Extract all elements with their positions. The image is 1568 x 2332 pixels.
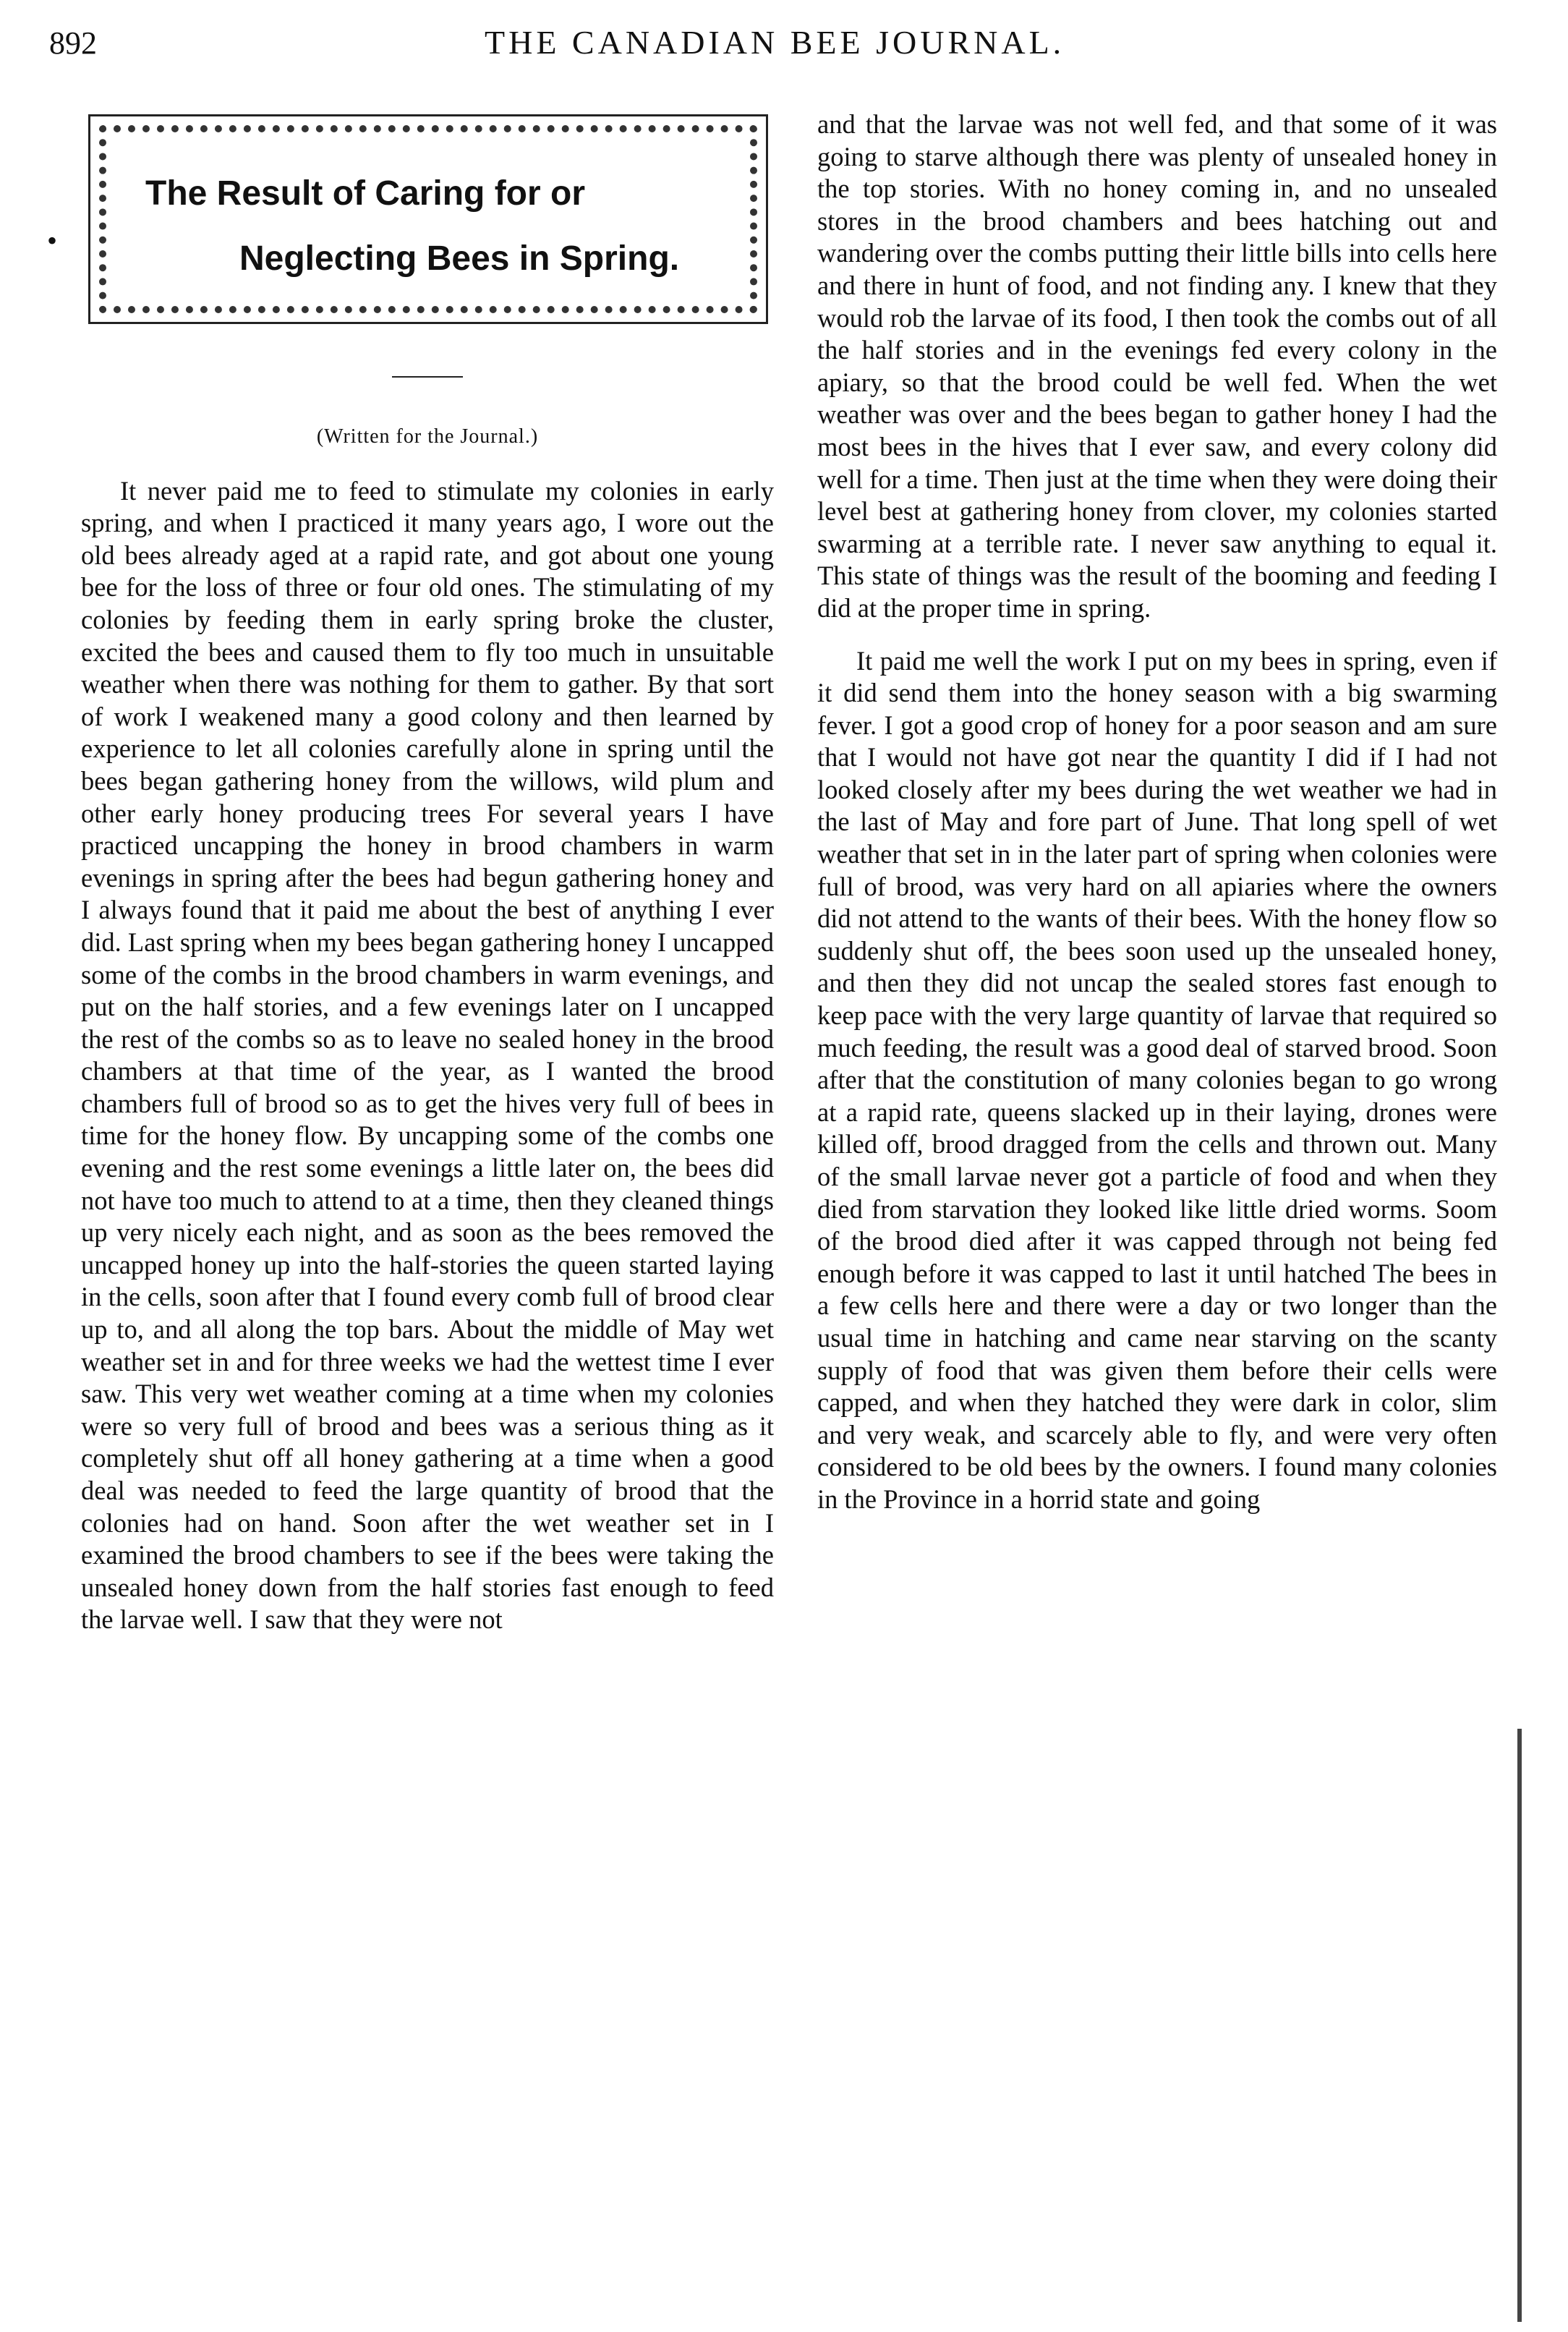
ornament-border [99,125,757,313]
left-column-paragraph: It never paid me to feed to stimulate my colonies in early spring, and when I practiced it many years ago, I wore out the old bees already aged at a rapid rate, and got about one young bee for the loss of three or four old ones. The stimulating of my colonies by feeding them in early spring broke the cluster, excited the bees and caused them to fly too much in unsuitable weather when there was nothing for them to gather. By that sort of work I weakened many a good colony and then learned by experience to let all colonies carefully alone in spring until the bees began gathering honey from the willows, wild plum and other early honey producing trees For several years I have practiced uncapping the honey in brood chambers in warm evenings in spring after the bees had begun gathering honey and I always found that it paid me about the best of anything I ever did. Last spring when my bees began gathering honey I uncapped some of the combs in the brood chambers in warm evenings, and put on the half stories, and a few evenings later on I uncapped the rest of the combs so as to leave no sealed honey in the brood chambers at that time of the year, as I wanted the brood chambers full of brood so as to get the hives very full of bees in time for the honey flow. By uncapping some of the combs one evening and the rest some evenings a little later on, the bees did not have too much to attend to at a time, then they cleaned things up very nicely each night, and as soon as the bees removed the uncapped honey up into the half-stories the queen started laying in the cells, soon after that I found every comb full of brood clear up to, and all along the top bars. About the middle of May wet weather set in and for three weeks we had the wettest time I ever saw. This very wet weather coming at a time when my colonies were so very full of brood and bees was a serious thing as it completely shut off all honey gathering at a time when a good deal was needed to feed the large quantity of brood that the colonies had on hand. Soon after the wet weather set in I examined the brood chambers to see if the bees were taking the unsealed honey down from the half stories fast enough to feed the larvae well. I saw that they were not [81,475,774,1635]
right-column-paragraph-2: It paid me well the work I put on my bees in spring, even if it did send them into the honey season with a big swarming fever. I got a good crop of honey for a poor season and am sure that I would not have got near the quantity I did if I had not looked closely after my bees during the wet weather we had in the last of May and fore part of June. That long spell of wet weather that set in in the later part of spring when colonies were full of brood, was very hard on all apiaries where the owners did not attend to the wants of their bees. With the honey flow so suddenly shut off, the bees soon used up the unsealed honey, and then they did not uncap the sealed stores fast enough to keep pace with the very large quantity of larvae that required so much feeding, the result was a good deal of starved brood. Soon after that the constitution of many colonies began to go wrong at a rapid rate, queens slacked up in their laying, drones were killed off, brood dragged from the cells and thrown out. Many of the small larvae never got a particle of food and when they died from starvation they looked like little dried worms. Soom of the brood died after it was capped through not being fed enough before it was capped to last it until hatched The bees in a few cells here and there were a day or two longer than the usual time in hatching and came near starving on the scanty supply of food that was given them before their cells were capped, and when they hatched they were dark in color, slim and very weak, and scarcely able to fly, and were very often considered to be old bees by the owners. I found many colonies in the Province in a horrid state and going [817,645,1497,1514]
page-header [0,19,1568,77]
headline-line-2: Neglecting Bees in Spring. [239,239,680,278]
headline-ornament-box [47,114,768,324]
right-column-paragraph-1: and that the larvae was not well fed, and that some of it was going to starve although there was plenty of unsealed honey in the top stories. With no honey coming in, and no unsealed stores in the brood chambers and bees hatching out and wandering over the combs putting their little bills into cells here and there in hunt of food, and not finding any. I knew that they would rob the larvae of its food, I then took the combs out of all the half stories and in the evenings fed every colony in the apiary, so that the brood could be well fed. When the wet weather was over and the bees began to gather honey I had the most bees in the hives that I ever saw, and every colony did well for a time. Then just at the time when they were doing their level best at gathering honey from clover, my colonies started swarming at a terrible rate. I never saw anything to equal it. This state of things was the result of the booming and feeding I did at the proper time in spring. [817,109,1497,623]
divider-rule [392,376,463,378]
right-column [817,108,1497,1516]
left-column [47,108,774,1636]
ornament-bullet: • [47,224,58,257]
page-number: 892 [49,25,97,61]
margin-scan-mark [1517,1729,1522,2322]
headline-line-1: The Result of Caring for or [145,174,586,213]
running-title: THE CANADIAN BEE JOURNAL. [485,24,1065,61]
byline: (Written for the Journal.) [316,425,539,448]
